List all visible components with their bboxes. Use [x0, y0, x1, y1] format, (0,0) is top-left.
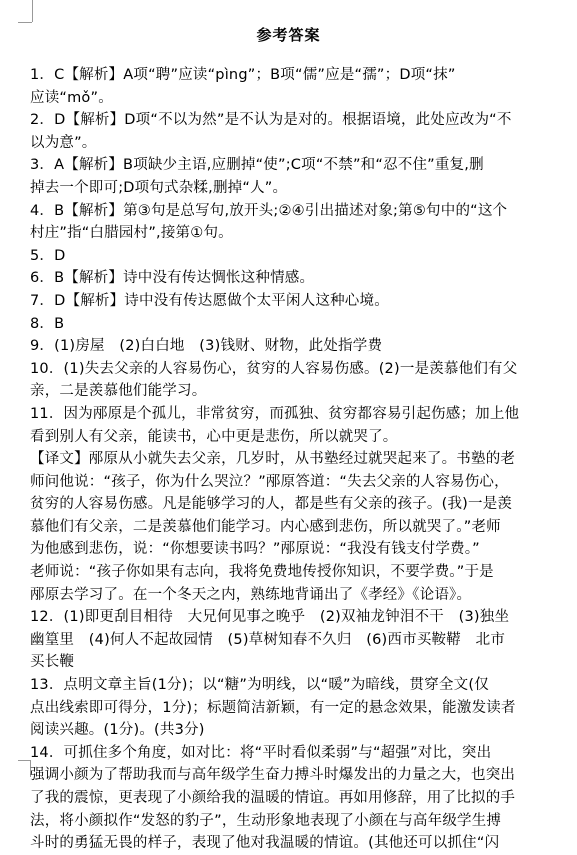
text-line: 2．D【解析】D项“不以为然”是不认为是对的。根据语境，此处应改为“不 [30, 112, 512, 129]
text-line: 4．B【解析】第③句是总写句,放开头;②④引出描述对象;第⑤句中的“这个 [30, 202, 508, 219]
text-line: 师问他说：“孩子，你为什么哭泣？”邴原答道：“失去父亲的人容易伤心， [30, 473, 509, 490]
text-line: 幽篁里 (4)何人不起故园情 (5)草树知春不久归 (6)西市买鞍鞯 北市 [30, 631, 506, 648]
text-line: 13．点明文章主旨(1分)；以“糖”为明线，以“暖”为暗线，贯穿全文(仅 [30, 677, 489, 694]
text-line: 12．(1)即更刮目相待 大兄何见事之晚乎 (2)双袖龙钟泪不干 (3)独坐 [30, 609, 510, 626]
page-title: 参考答案 [256, 26, 321, 44]
text-line: 9．(1)房屋 (2)白白地 (3)钱财、财物，此处指学费 [30, 338, 383, 355]
text-line: 为他感到悲伤，说：“你想要读书吗？”邴原说：“我没有钱支付学费。” [30, 541, 480, 558]
text-line: 法，将小颜拟作“发怒的豹子”，生动形象地表现了小颜在与高年级学生搏 [30, 812, 502, 829]
text-line: 贫穷的人容易伤感。凡是能够学习的人，都是些有父亲的孩子。(我)一是羡 [30, 496, 513, 513]
text-line: 掉去一个即可;D项句式杂糅,删掉“人”。 [30, 179, 288, 196]
text-line: 村庄”指“白腊园村”,接第①句。 [30, 225, 233, 242]
text-line: 斗时的勇猛无畏的样子，表现了他对我温暖的情谊。(其他还可以抓住“闪 [30, 835, 500, 852]
text-line: 5．D [30, 247, 66, 264]
text-line: 10．(1)失去父亲的人容易伤心，贫穷的人容易伤感。(2)一是羡慕他们有父 [30, 360, 518, 377]
text-line: 6．B【解析】诗中没有传达惆怅这种情感。 [30, 270, 315, 287]
text-line: 买长鞭 [30, 654, 75, 671]
text-line: 点出线索即可得分，1分)；标题简洁新颖，有一定的悬念效果，能激发读者 [30, 699, 516, 716]
text-line: 邴原去学习了。在一个冬天之内，熟练地背诵出了《孝经》《论语》。 [30, 586, 472, 603]
text-line: 老师说：“孩子你如果有志向，我将免费地传授你知识，不要学费。”于是 [30, 564, 494, 581]
text-line: 阅读兴趣。(1分)。(共3分) [30, 722, 205, 739]
text-line: 了我的震惊，更表现了小颜给我的温暖的情谊。再如用修辞，用了比拟的手 [30, 790, 516, 806]
text-line: 8．B [30, 315, 65, 332]
text-line: 以为意”。 [30, 134, 97, 151]
text-line: 11．因为邴原是个孤儿，非常贫穷，而孤独、贫穷都容易引起伤感；加上他 [30, 405, 520, 422]
text-line: 14．可抓住多个角度，如对比：将“平时看似柔弱”与“超强”对比，突出 [30, 744, 492, 761]
text-line: 应读“mǒ”。 [30, 89, 113, 106]
text-line: 1．C【解析】A项“聘”应读“pìng”；B项“儒”应是“孺”；D项“抹” [30, 67, 456, 83]
text-line: 强调小颜为了帮助我而与高年级学生奋力搏斗时爆发出的力量之大，也突出 [30, 767, 516, 784]
corner-mark-top-horizontal [18, 21, 32, 23]
text-line: 【译文】邴原从小就失去父亲，几岁时，从书塾经过就哭起来了。书塾的老 [30, 451, 516, 468]
text-line: 3．A【解析】B项缺少主语,应删掉“使”;C项“不禁”和“忍不住”重复,删 [30, 157, 484, 174]
text-line: 看到别人有父亲，能读书，心中更是悲伤，所以就哭了。 [30, 428, 398, 445]
text-line: 亲，二是羡慕他们能学习。 [30, 383, 207, 400]
corner-mark-top [30, 0, 33, 22]
answer-text-body [30, 64, 556, 855]
text-line: 慕他们有父亲，二是羡慕他们能学习。内心感到悲伤，所以就哭了。”老师 [30, 518, 501, 535]
text-line: 7．D【解析】诗中没有传达愿做个太平闲人这种心境。 [30, 292, 389, 309]
